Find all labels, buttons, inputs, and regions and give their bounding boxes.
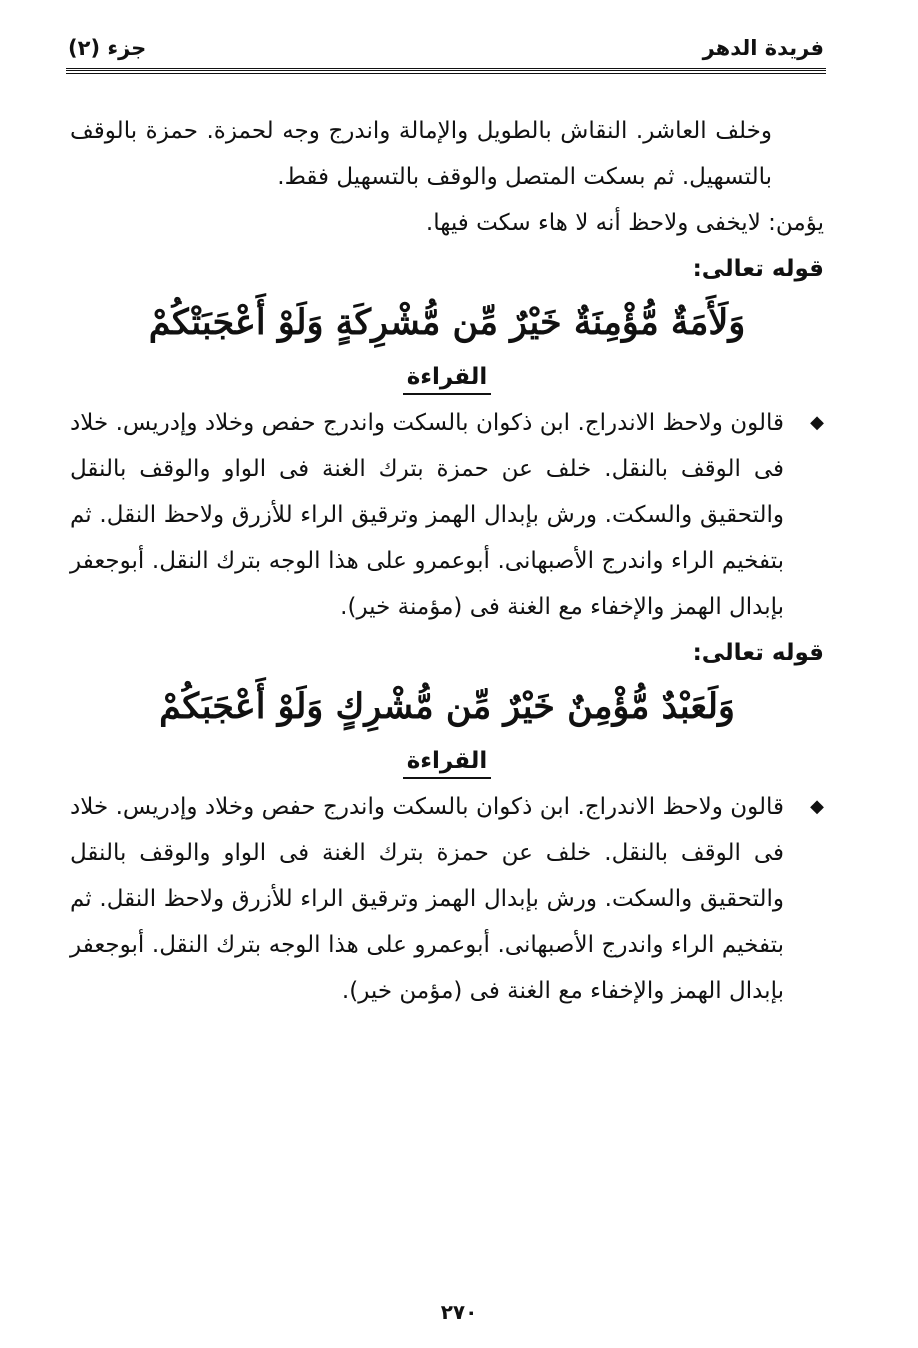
- diamond-bullet-icon: ◆: [810, 412, 824, 433]
- header-rule: [66, 68, 826, 74]
- reading-text: قالون ولاحظ الاندراج. ابن ذكوان بالسكت واندرج حفص وخلاد وإدريس. خلاد فى الوقف بالنقل. خلف عن حمزة بترك الغنة فى الواو والوقف بالنقل والتحقيق والسكت. ورش بإبدال الهمز وترقيق الراء للأزرق ولاحظ النقل. ثم بتفخيم الراء واندرج الأصبهانى. أبوعمرو على هذا الوجه بترك النقل. أبوجعفر بإبدال الهمز والإخفاء مع الغنة فى (مؤمنة خير).: [70, 410, 784, 620]
- verse-label: قوله تعالى:: [692, 256, 824, 282]
- section-heading: [70, 354, 824, 400]
- section-heading-text: القراءة: [403, 745, 492, 779]
- reading-item: [70, 784, 824, 1014]
- part-label: جزء (٢): [68, 36, 147, 60]
- section-heading: [70, 738, 824, 784]
- intro-paragraph: وخلف العاشر. النقاش بالطويل والإمالة واندرج وجه لحمزة. حمزة بالوقف بالتسهيل. ثم بسكت المتصل والوقف بالتسهيل فقط.: [70, 118, 772, 190]
- page-body: [70, 108, 824, 1014]
- quran-verse: وَلَأَمَةٌ مُّؤْمِنَةٌ خَيْرٌ مِّن مُّشْرِكَةٍ وَلَوْ أَعْجَبَتْكُمْ: [148, 302, 746, 343]
- quran-verse: وَلَعَبْدٌ مُّؤْمِنٌ خَيْرٌ مِّن مُّشْرِكٍ وَلَوْ أَعْجَبَكُمْ: [159, 686, 735, 727]
- verse-label: قوله تعالى:: [692, 640, 824, 666]
- book-title: فريدة الدهر: [702, 36, 824, 60]
- intro-note: يؤمن: لايخفى ولاحظ أنه لا هاء سكت فيها.: [425, 210, 824, 236]
- section-heading-text: القراءة: [403, 361, 492, 395]
- reading-item: [70, 400, 824, 630]
- reading-text: قالون ولاحظ الاندراج. ابن ذكوان بالسكت واندرج حفص وخلاد وإدريس. خلاد فى الوقف بالنقل. خلف عن حمزة بترك الغنة فى الواو والوقف بالنقل والتحقيق والسكت. ورش بإبدال الهمز وترقيق الراء للأزرق ولاحظ النقل. ثم بتفخيم الراء واندرج الأصبهانى. أبوعمرو على هذا الوجه بترك النقل. أبوجعفر بإبدال الهمز والإخفاء مع الغنة فى (مؤمن خير).: [70, 794, 784, 1004]
- running-header: [68, 28, 824, 68]
- page-number: ٢٧٠: [440, 1300, 478, 1324]
- diamond-bullet-icon: ◆: [810, 796, 824, 817]
